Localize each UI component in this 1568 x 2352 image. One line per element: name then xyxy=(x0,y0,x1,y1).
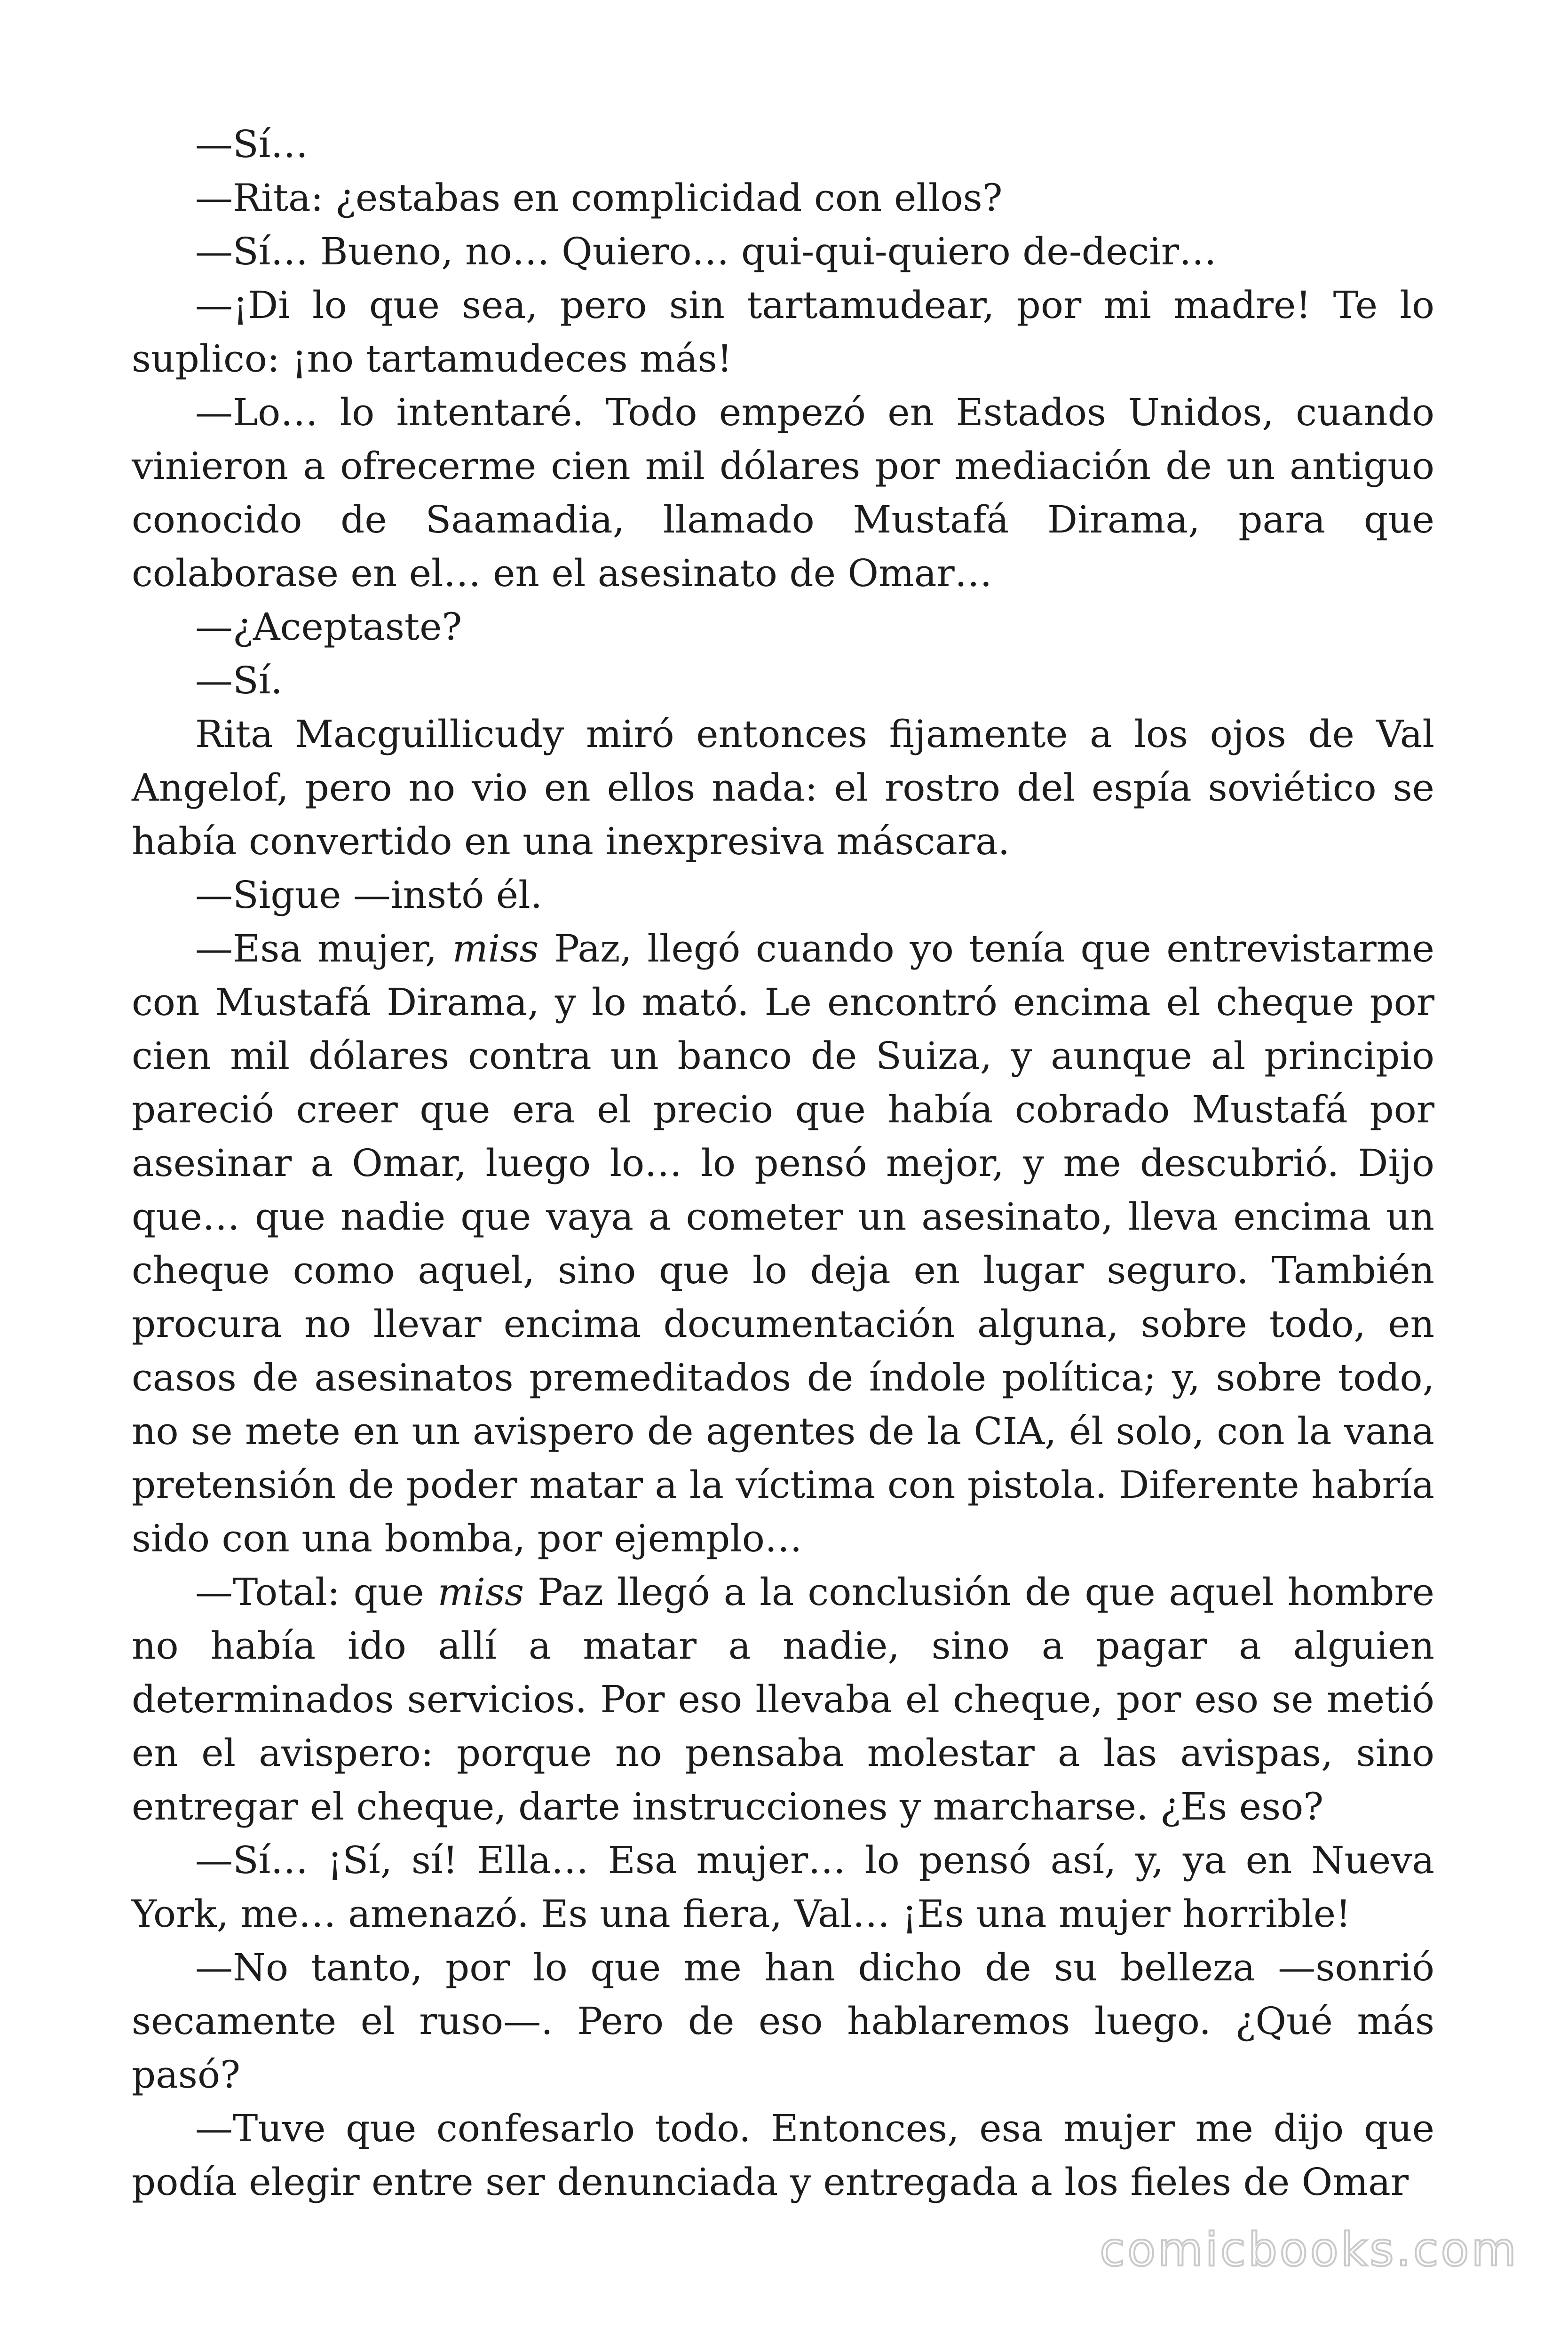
text-run: —Sí. xyxy=(195,659,283,702)
italic-text: miss xyxy=(452,927,539,970)
watermark: comicbooks.com xyxy=(1100,2223,1519,2277)
paragraph xyxy=(132,922,1434,1565)
text-run: —Sí… xyxy=(195,122,309,166)
paragraph xyxy=(132,707,1434,868)
paragraph xyxy=(132,1834,1434,1941)
text-run: —Total: que xyxy=(195,1570,438,1614)
text-run: —Sigue —instó él. xyxy=(195,873,543,917)
text-run: —No tanto, por lo que me han dicho de su belleza —sonrió secamente el ruso—. Pero de eso hablaremos luego. ¿Qué más pasó? xyxy=(132,1946,1434,2097)
paragraph xyxy=(132,868,1434,922)
paragraph xyxy=(132,1941,1434,2102)
text-run: —Sí… Bueno, no… Quiero… qui-qui-quiero de-decir… xyxy=(195,230,1217,273)
text-run: Paz llegó a la conclusión de que aquel hombre no había ido allí a matar a nadie, sino a pagar a alguien determinados servicios. Por eso llevaba el cheque, por eso se metió en el avispero: porque no pensaba molestar a las avispas, sino entregar el cheque, darte instrucciones y marcharse. ¿Es eso? xyxy=(132,1570,1434,1828)
page-body xyxy=(132,118,1434,2209)
paragraph xyxy=(132,654,1434,707)
paragraph xyxy=(132,1565,1434,1834)
paragraph xyxy=(132,225,1434,278)
text-run: —¿Aceptaste? xyxy=(195,605,462,649)
paragraph xyxy=(132,386,1434,600)
text-run: Paz, llegó cuando yo tenía que entrevistarme con Mustafá Dirama, y lo mató. Le encontró encima el cheque por cien mil dólares contra un banco de Suiza, y aunque al principio pareció creer que era el precio que había cobrado Mustafá por asesinar a Omar, luego lo… lo pensó mejor, y me descubrió. Dijo que… que nadie que vaya a cometer un asesinato, lleva encima un cheque como aquel, sino que lo deja en lugar seguro. También procura no llevar encima documentación alguna, sobre todo, en casos de asesinatos premeditados de índole política; y, sobre todo, no se mete en un avispero de agentes de la CIA, él solo, con la vana pretensión de poder matar a la víctima con pistola. Diferente habría sido con una bomba, por ejemplo… xyxy=(132,927,1434,1560)
text-run: —Esa mujer, xyxy=(195,927,452,970)
text-run: —Tuve que confesarlo todo. Entonces, esa mujer me dijo que podía elegir entre ser denunciada y entregada a los fieles de Omar xyxy=(132,2106,1434,2204)
paragraph xyxy=(132,171,1434,225)
paragraph xyxy=(132,278,1434,386)
paragraph xyxy=(132,600,1434,654)
paragraph xyxy=(132,118,1434,171)
text-run: Rita Macguillicudy miró entonces fijamente a los ojos de Val Angelof, pero no vio en ellos nada: el rostro del espía soviético se había convertido en una inexpresiva máscara. xyxy=(132,712,1434,863)
text-run: —Rita: ¿estabas en complicidad con ellos? xyxy=(195,176,1003,220)
italic-text: miss xyxy=(437,1570,524,1614)
paragraph xyxy=(132,2102,1434,2209)
text-run: —Sí… ¡Sí, sí! Ella… Esa mujer… lo pensó así, y, ya en Nueva York, me… amenazó. Es una fiera, Val… ¡Es una mujer horrible! xyxy=(132,1838,1434,1936)
text-run: —¡Di lo que sea, pero sin tartamudear, por mi madre! Te lo suplico: ¡no tartamudeces más! xyxy=(132,283,1434,381)
text-run: —Lo… lo intentaré. Todo empezó en Estados Unidos, cuando vinieron a ofrecerme cien mil dólares por mediación de un antiguo conocido de Saamadia, llamado Mustafá Dirama, para que colaborase en el… en el asesinato de Omar… xyxy=(132,390,1434,595)
